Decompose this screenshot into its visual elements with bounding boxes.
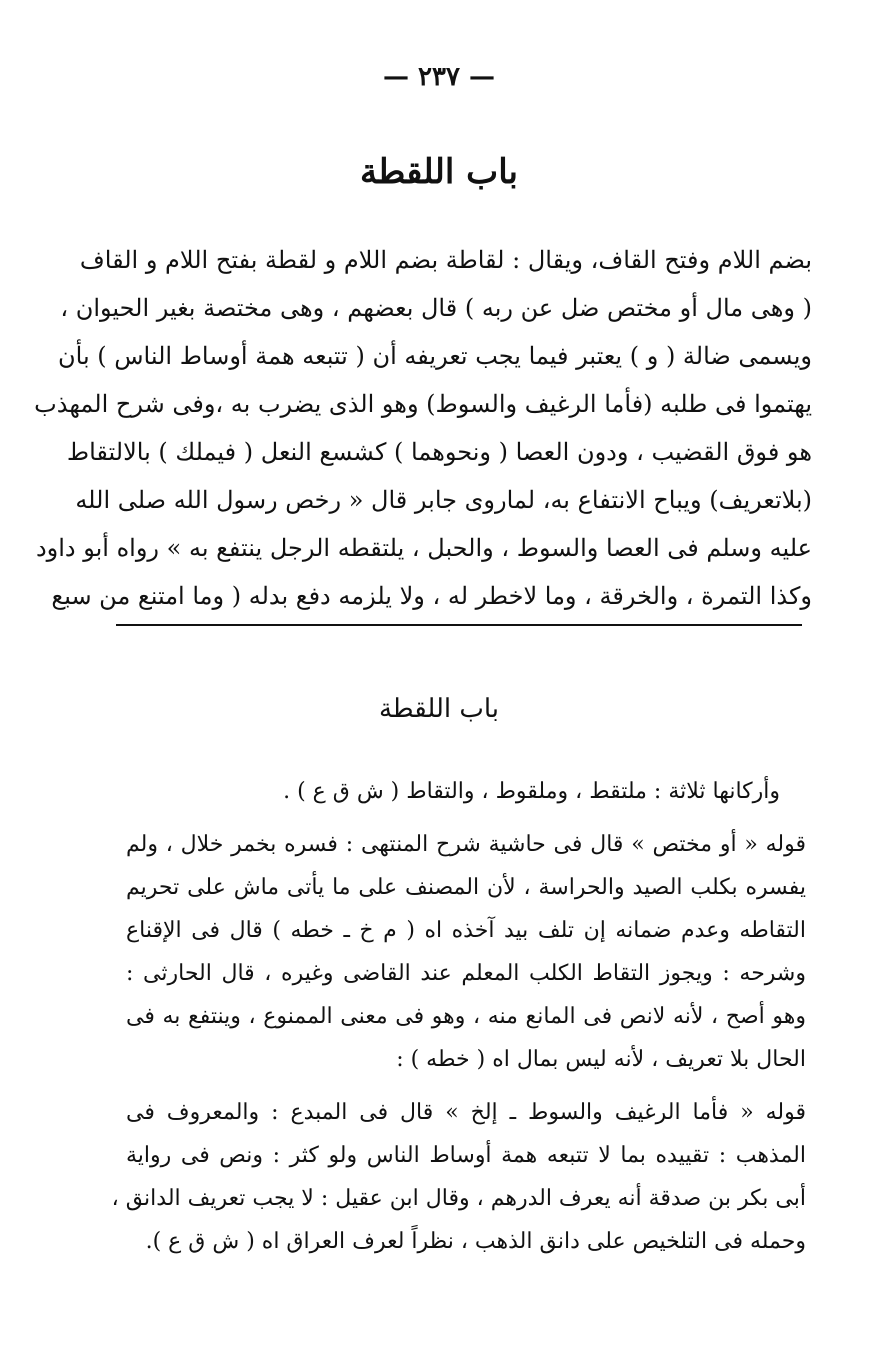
footnote-divider [116,624,802,626]
note-line: وحمله فى التلخيص على دانق الذهب ، نظراً لعرف العراق اه ( ش ق ع ). [145,1229,806,1254]
note-line: وهو أصح ، لأنه لانص فى المانع منه ، وهو فى معنى الممنوع ، وينتفع به فى [126,1004,806,1029]
note-line: يفسره بكلب الصيد والحراسة ، لأن المصنف على ما يأتى ماش على تحريم [126,875,806,900]
note-paragraph [126,823,806,1081]
note-line: قوله « أو مختص » قال فى حاشية شرح المنتهى : فسره بخمر خلال ، ولم [126,832,806,857]
notes-title: باب اللقطة [378,694,500,724]
main-text [34,236,812,620]
note-line: وأركانها ثلاثة : ملتقط ، وملقوط ، والتقاط ( ش ق ع ) . [283,779,780,804]
main-text-line: ويسمى ضالة ( و ) يعتبر فيما يجب تعريفه أن ( تتبعه همة أوساط الناس ) بأن [58,342,812,370]
main-text-line: يهتموا فى طلبه (فأما الرغيف والسوط) وهو الذى يضرب به ،وفى شرح المهذب [34,390,812,418]
note-paragraph [111,1091,806,1263]
note-line: المذهب : تقييده بما لا تتبعه همة أوساط الناس ولو كثر : ونص فى رواية [126,1143,806,1168]
note-line: التقاطه وعدم ضمانه إن تلف بيد آخذه اه ( م خ ـ خطه ) قال فى الإقناع [126,918,806,943]
note-line: وشرحه : ويجوز التقاط الكلب المعلم عند القاضى وغيره ، قال الحارثى : [126,961,806,986]
note-line: أبى بكر بن صدقة أنه يعرف الدرهم ، وقال ابن عقيل : لا يجب تعريف الدانق ، [111,1186,806,1211]
main-text-line: وكذا التمرة ، والخرقة ، وما لاخطر له ، ولا يلزمه دفع بدله ( وما امتنع من سبع [51,582,812,610]
note-line: الحال بلا تعريف ، لأنه ليس بمال اه ( خطه ) : [396,1047,806,1072]
main-text-line: هو فوق القضيب ، ودون العصا ( ونحوهما ) كشسع النعل ( فيملك ) بالالتقاط [66,438,812,466]
main-text-line: بضم اللام وفتح القاف، ويقال : لقاطة بضم اللام و لقطة بفتح اللام و القاف [79,246,812,274]
main-text-line: عليه وسلم فى العصا والسوط ، والحبل ، يلتقطه الرجل ينتفع به » رواه أبو داود [35,534,812,562]
main-text-line: ( وهى مال أو مختص ضل عن ربه ) قال بعضهم ، وهى مختصة بغير الحيوان ، [60,294,812,322]
page-number: — ٢٣٧ — [382,62,496,92]
note-line: قوله « فأما الرغيف والسوط ـ إلخ » قال فى المبدع : والمعروف فى [126,1100,806,1125]
notes-section [111,770,806,1273]
main-text-line: (بلاتعريف) ويباح الانتفاع به، لماروى جابر قال « رخص رسول الله صلى الله [75,486,812,514]
note-paragraph [126,770,806,813]
chapter-title: باب اللقطة [359,152,519,192]
